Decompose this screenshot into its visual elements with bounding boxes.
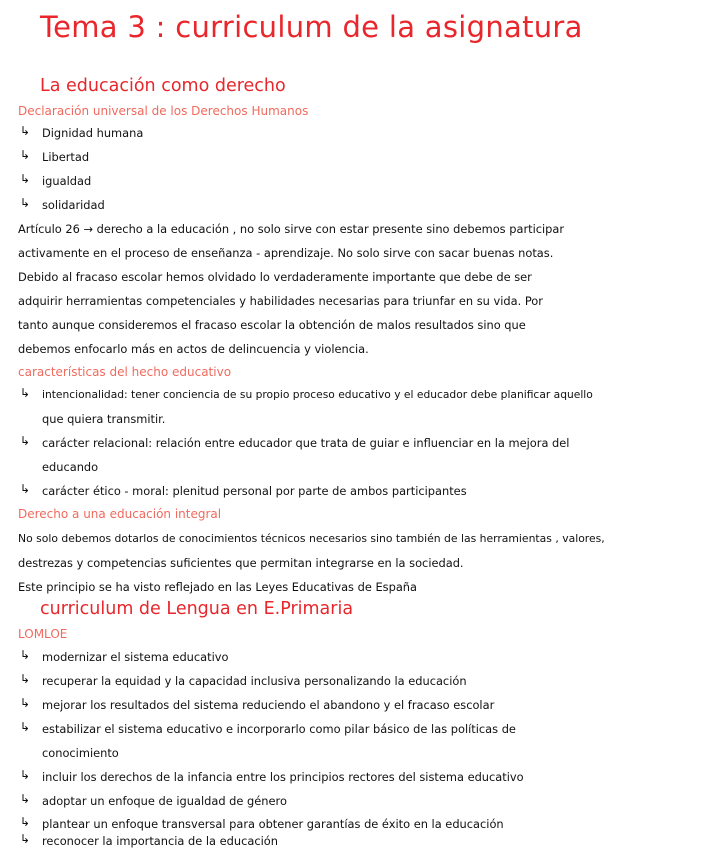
return-arrow-icon: ↳ — [20, 672, 31, 686]
return-arrow-icon: ↳ — [20, 482, 31, 496]
paragraph-line: activamente en el proceso de enseñanza - aprendizaje. No solo sirve con sacar buenas notas. — [18, 246, 554, 260]
return-arrow-icon: ↳ — [20, 434, 31, 448]
list-item — [0, 482, 703, 500]
return-arrow-icon: ↳ — [20, 834, 31, 846]
list-item-label: Libertad — [42, 150, 90, 164]
list-item-label: carácter ético - moral: plenitud personal por parte de ambos participantes — [42, 484, 467, 498]
list-item-label: solidaridad — [42, 198, 105, 212]
page-title: Tema 3 : curriculum de la asignatura — [40, 10, 583, 44]
list-item — [0, 696, 703, 714]
list-item-label: intencionalidad: tener conciencia de su propio proceso educativo y el educador debe planificar aquello — [42, 388, 593, 401]
return-arrow-icon: ↳ — [20, 720, 31, 734]
section-heading-educacion: La educación como derecho — [40, 76, 286, 96]
return-arrow-icon: ↳ — [20, 196, 31, 210]
paragraph-line: Este principio se ha visto reflejado en las Leyes Educativas de España — [18, 580, 418, 594]
return-arrow-icon: ↳ — [20, 172, 31, 186]
list-item — [0, 148, 703, 166]
return-arrow-icon: ↳ — [20, 792, 31, 806]
list-item — [0, 386, 703, 426]
list-item-label: plantear un enfoque transversal para obtener garantías de éxito en la educación — [42, 817, 504, 831]
list-item — [0, 124, 703, 142]
return-arrow-icon: ↳ — [20, 768, 31, 782]
paragraph-line: No solo debemos dotarlos de conocimientos técnicos necesarios sino también de las herramientas , valores, — [18, 532, 605, 545]
list-item — [0, 834, 703, 848]
list-item-label: mejorar los resultados del sistema reduciendo el abandono y el fracaso escolar — [42, 698, 495, 712]
list-item-label: igualdad — [42, 174, 92, 188]
list-item — [0, 434, 703, 474]
list-item-label: adoptar un enfoque de igualdad de género — [42, 794, 287, 808]
list-item-continuation: conocimiento — [42, 746, 119, 760]
section-heading-curriculum-lengua: curriculum de Lengua en E.Primaria — [40, 599, 354, 619]
list-item — [0, 196, 703, 214]
return-arrow-icon: ↳ — [20, 148, 31, 162]
list-item-continuation: que quiera transmitir. — [42, 412, 166, 426]
subheading-caracteristicas: características del hecho educativo — [18, 365, 232, 379]
list-item — [0, 815, 703, 833]
list-item-label: recuperar la equidad y la capacidad inclusiva personalizando la educación — [42, 674, 467, 688]
return-arrow-icon: ↳ — [20, 124, 31, 138]
list-item — [0, 648, 703, 666]
list-item — [0, 172, 703, 190]
list-item — [0, 720, 703, 760]
list-item — [0, 792, 703, 810]
list-item — [0, 768, 703, 786]
paragraph-line: Debido al fracaso escolar hemos olvidado lo verdaderamente importante que debe de ser — [18, 270, 532, 284]
list-item-label: estabilizar el sistema educativo e incorporarlo como pilar básico de las políticas de — [42, 722, 516, 736]
list-item-label: modernizar el sistema educativo — [42, 650, 229, 664]
list-item-continuation: educando — [42, 460, 99, 474]
return-arrow-icon: ↳ — [20, 696, 31, 710]
paragraph-line: tanto aunque consideremos el fracaso escolar la obtención de malos resultados sino que — [18, 318, 526, 332]
paragraph-line: Artículo 26 → derecho a la educación , no solo sirve con estar presente sino debemos participar — [18, 222, 565, 236]
list-item — [0, 672, 703, 690]
list-item-label: incluir los derechos de la infancia entre los principios rectores del sistema educativo — [42, 770, 524, 784]
return-arrow-icon: ↳ — [20, 648, 31, 662]
list-item-label: reconocer la importancia de la educación — [42, 834, 278, 848]
paragraph-line: destrezas y competencias suficientes que permitan integrarse en la sociedad. — [18, 556, 464, 570]
list-item-label: carácter relacional: relación entre educador que trata de guiar e influenciar en la mejora del — [42, 436, 570, 450]
return-arrow-icon: ↳ — [20, 386, 31, 400]
paragraph-line: debemos enfocarlo más en actos de delincuencia y violencia. — [18, 342, 369, 356]
list-item-label: Dignidad humana — [42, 126, 144, 140]
return-arrow-icon: ↳ — [20, 815, 31, 829]
subheading-lomloe: LOMLOE — [18, 627, 68, 641]
subheading-declaracion: Declaración universal de los Derechos Humanos — [18, 104, 309, 118]
paragraph-line: adquirir herramientas competenciales y habilidades necesarias para triunfar en su vida. Por — [18, 294, 543, 308]
subheading-educacion-integral: Derecho a una educación integral — [18, 507, 222, 521]
